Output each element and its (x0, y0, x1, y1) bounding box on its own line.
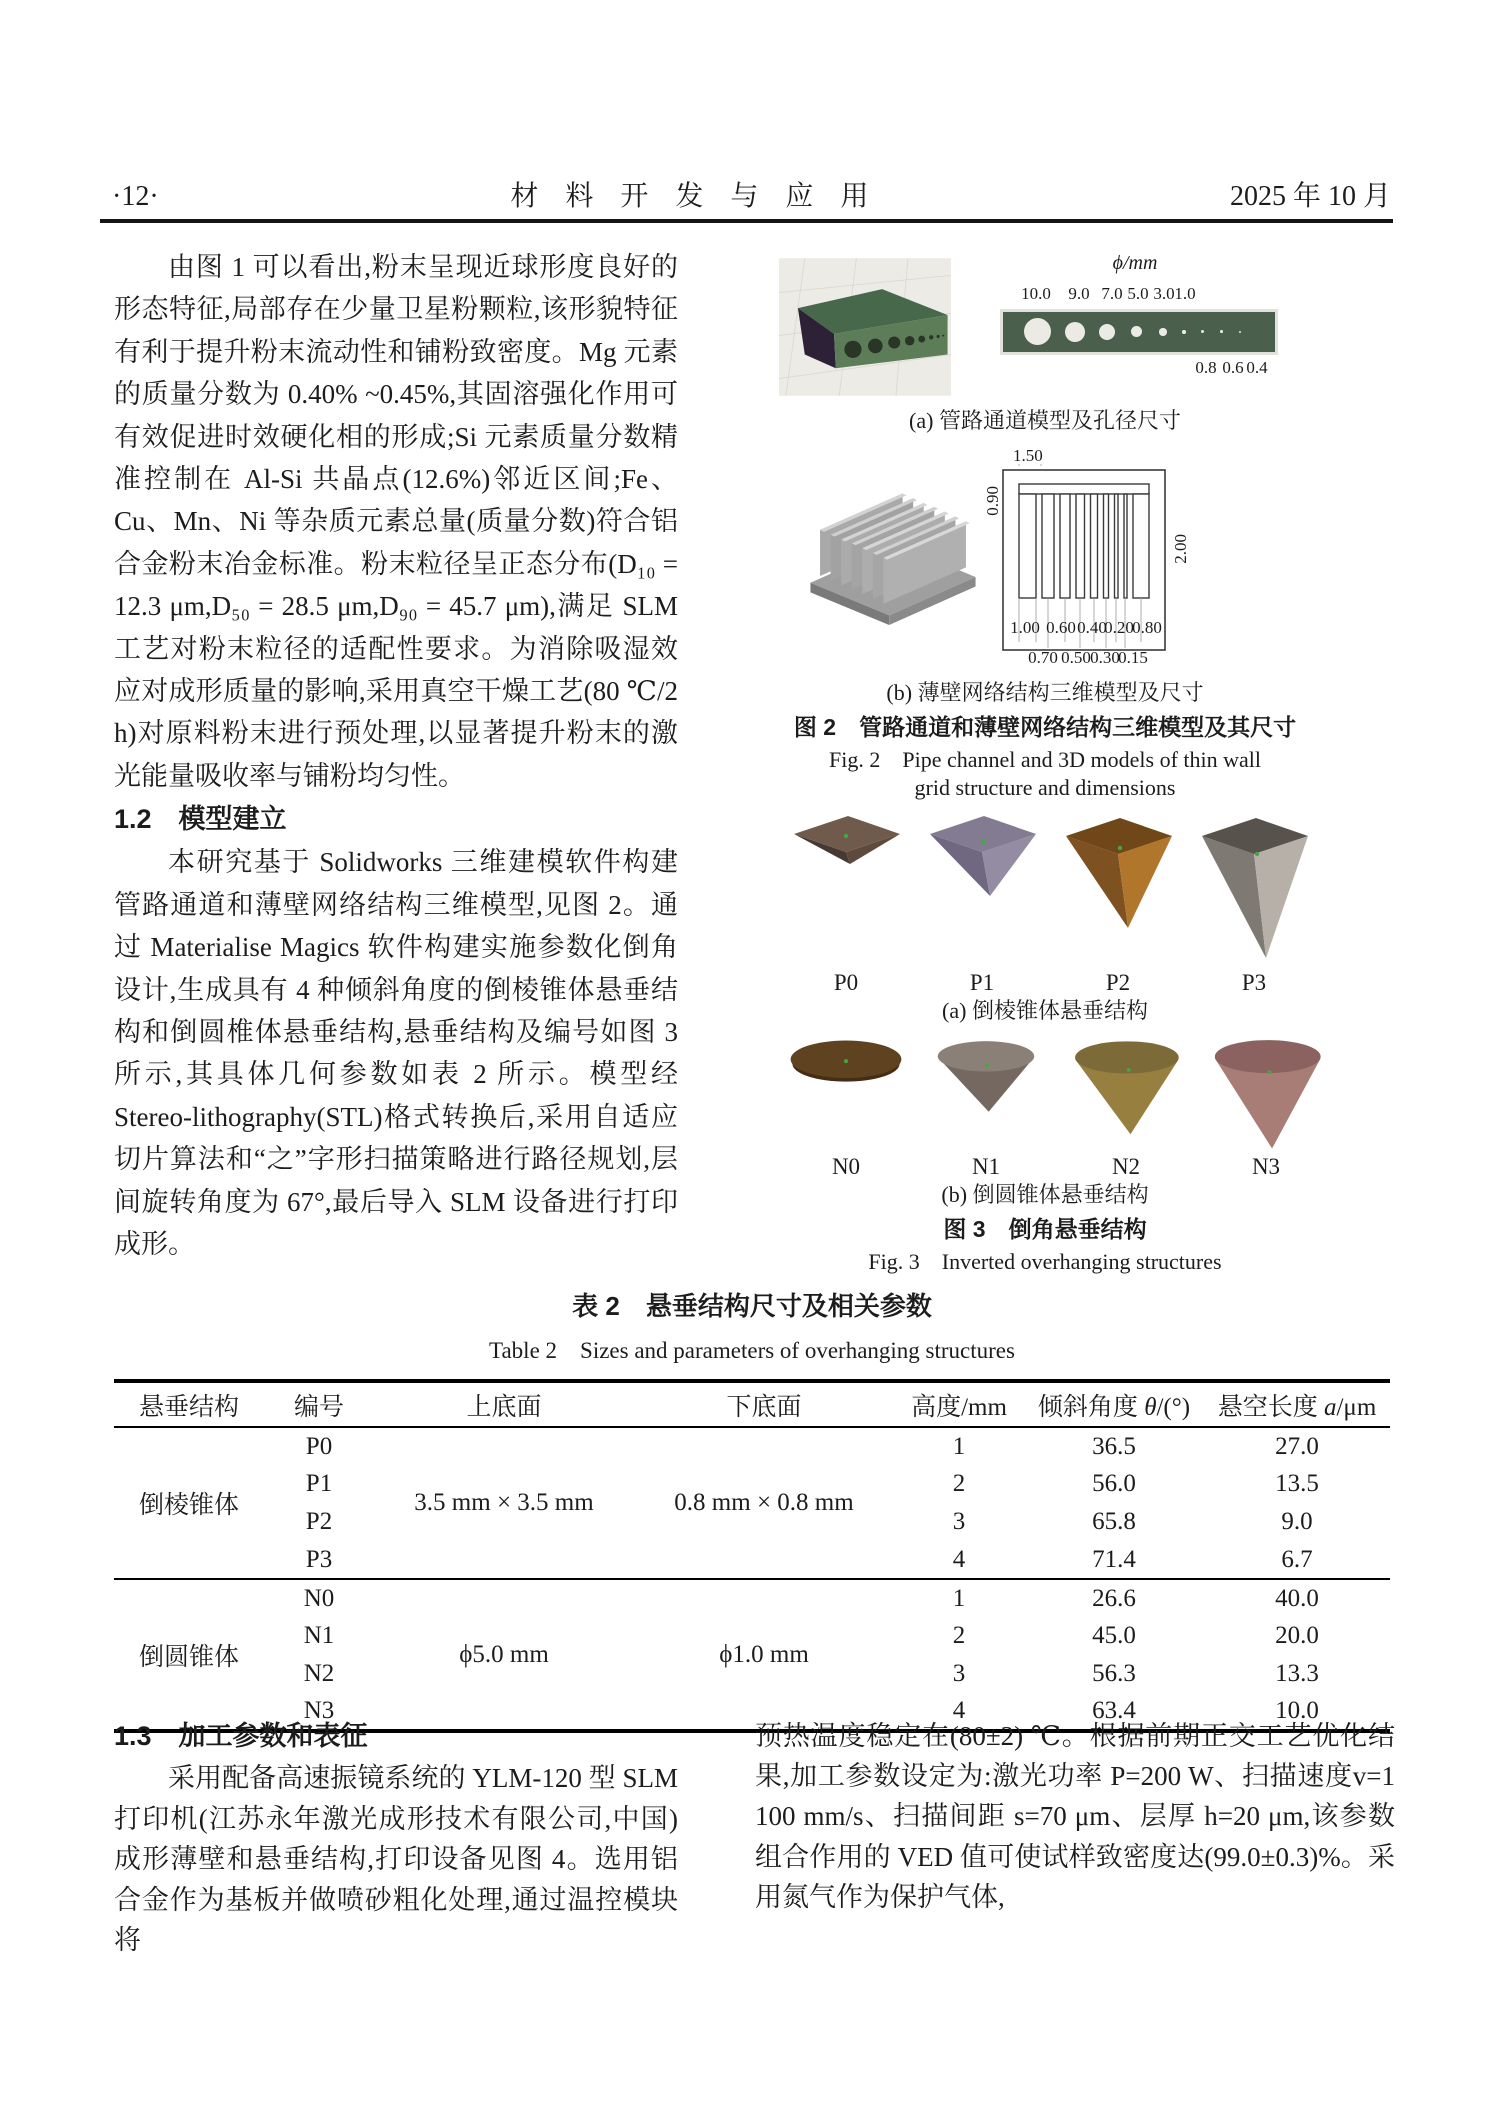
issue-date: 2025 年 10 月 (1229, 181, 1391, 212)
center-marker (985, 1063, 989, 1067)
shape-label: P1 (969, 970, 995, 995)
hole-circle (1131, 326, 1142, 337)
running-head (112, 174, 1391, 214)
dimension-label: 1.50 (1013, 446, 1043, 465)
table2-title-en: Table 2 Sizes and parameters of overhanging structures (489, 1338, 1015, 1363)
center-marker (1118, 846, 1122, 850)
cell-height: 3 (952, 1660, 966, 1687)
body-paragraph: 预热温度稳定在(80±2) ℃。根据前期正交工艺优化结果,加工参数设定为:激光功率 P=200 W、扫描速度v=1 100 mm/s、扫描间距 s=70 μm、层厚 h=20 μm,该参数组合作用的 VED 值可使试样致密度达(99.0±0.3)%。采用氮气作为保护气体, (755, 1721, 1395, 1912)
col-header-structure: 悬垂结构 (138, 1393, 239, 1421)
shape-label: P0 (833, 970, 859, 995)
cell-length: 10.0 (1275, 1697, 1319, 1724)
cell-height: 4 (952, 1697, 966, 1724)
green-hole-plate (1003, 312, 1275, 352)
figure3b-caption: (b) 倒圆锥体悬垂结构 (941, 1182, 1149, 1207)
col-header-bottom-face: 下底面 (726, 1393, 802, 1421)
cone-n3 (1199, 1034, 1333, 1180)
diameter-unit-label: ϕ/mm (1112, 252, 1158, 274)
diameter-label: 0.4 (1246, 358, 1268, 377)
col-header-number: 编号 (293, 1393, 344, 1421)
dimension-label: 0.30 (1090, 648, 1120, 667)
pyramid-shape (1057, 810, 1179, 934)
group-bottom-face: 0.8 mm × 0.8 mm (674, 1489, 854, 1516)
thin-wall-3d-model (797, 452, 989, 652)
cell-length: 13.3 (1275, 1660, 1319, 1687)
col-header-length: 悬空长度 a/μm (1217, 1393, 1377, 1421)
cell-id: P3 (305, 1545, 333, 1573)
cell-height: 3 (952, 1508, 966, 1535)
overhang-parameters-table (114, 1379, 1390, 1733)
group-top-face: 3.5 mm × 3.5 mm (414, 1489, 594, 1516)
section-heading-1-3: 1.3 加工参数和表征 (114, 1721, 368, 1751)
left-text-column (114, 246, 678, 1265)
body-paragraph: 采用配备高速振镜系统的 YLM-120 型 SLM 打印机(江苏永年激光成形技术有限公司,中国)成形薄壁和悬垂结构,打印设备见图 4。选用铝合金作为基板并做喷砂粗化处理,通过温控模块将 (114, 1763, 678, 1955)
diameter-label: 3.0 (1153, 284, 1175, 303)
diameter-label: 0.8 (1195, 358, 1217, 377)
page-number: ·12· (112, 181, 159, 212)
figure2-caption-en-line1: Fig. 2 Pipe channel and 3D models of thin wall (829, 747, 1261, 772)
dimension-label: 2.00 (1171, 534, 1190, 564)
pyramid-shape (1193, 810, 1315, 964)
col-header-height: 高度/mm (911, 1393, 1007, 1421)
diameter-label: 10.0 (1021, 284, 1051, 303)
hole-circle (1182, 330, 1186, 334)
cell-angle: 65.8 (1092, 1508, 1136, 1535)
bottom-left-column (114, 1714, 678, 1961)
center-marker (981, 840, 985, 844)
group-name: 倒圆锥体 (138, 1643, 239, 1671)
cell-length: 6.7 (1281, 1545, 1313, 1573)
figure3b-cones (779, 1034, 1395, 1180)
hole-circle (1220, 330, 1223, 333)
figure3-caption-en: Fig. 3 Inverted overhanging structures (868, 1249, 1222, 1274)
cell-height: 2 (952, 1622, 966, 1649)
dimension-label: 0.15 (1118, 648, 1148, 667)
figure3a-pyramids (785, 810, 1395, 996)
cell-id: P2 (305, 1508, 333, 1535)
figure2-caption-en-line2: grid structure and dimensions (914, 775, 1176, 800)
section-heading-1-2: 1.2 模型建立 (114, 804, 287, 835)
table-group-cone (114, 1579, 1390, 1731)
table-header (114, 1381, 1390, 1427)
figure2b-thin-wall (755, 446, 1395, 676)
cone-shape (1199, 1034, 1333, 1152)
cell-angle: 71.4 (1092, 1545, 1136, 1573)
cell-id: N1 (303, 1622, 335, 1649)
hole-circle (1201, 330, 1204, 333)
bottom-right-column (755, 1716, 1395, 1917)
pyramid-p1 (921, 810, 1043, 996)
center-marker (1268, 1070, 1272, 1074)
cell-angle: 36.5 (1092, 1432, 1136, 1460)
cell-height: 1 (952, 1432, 966, 1460)
cell-angle: 56.0 (1092, 1470, 1136, 1497)
hole-circle (1065, 322, 1085, 342)
hole-circle (1099, 324, 1115, 340)
diameter-label: 7.0 (1101, 284, 1123, 303)
cell-length: 13.5 (1275, 1470, 1319, 1497)
dimension-label: 1.00 (1010, 618, 1040, 637)
group-name: 倒棱锥体 (138, 1492, 239, 1519)
center-marker (844, 1059, 848, 1063)
figure3a-caption: (a) 倒棱锥体悬垂结构 (942, 998, 1148, 1023)
table2-block (114, 1286, 1390, 1733)
cell-height: 1 (952, 1584, 966, 1612)
diameter-label: 0.6 (1222, 358, 1244, 377)
figure2a-caption: (a) 管路通道模型及孔径尺寸 (909, 408, 1181, 433)
group-bottom-face: ϕ1.0 mm (719, 1640, 809, 1668)
pyramid-shape (785, 810, 907, 872)
journal-title: 材 料 开 发 与 应 用 (510, 181, 879, 212)
figure2-caption-zh: 图 2 管路通道和薄壁网络结构三维模型及其尺寸 (793, 714, 1297, 740)
shape-label: N3 (1251, 1154, 1281, 1179)
figure3-caption-zh: 图 3 倒角悬垂结构 (943, 1216, 1147, 1242)
cell-angle: 26.6 (1092, 1584, 1136, 1612)
table2-title-zh: 表 2 悬垂结构尺寸及相关参数 (572, 1291, 932, 1321)
dimension-label: 0.90 (983, 486, 1002, 516)
cell-id: P0 (305, 1432, 333, 1460)
pyramid-shape (921, 810, 1043, 902)
pyramid-p0 (785, 810, 907, 996)
cell-id: N0 (303, 1584, 335, 1612)
pyramid-p3 (1193, 810, 1315, 996)
group-top-face: ϕ5.0 mm (459, 1640, 549, 1668)
body-paragraph: 由图 1 可以看出,粉末呈现近球形度良好的形态特征,局部存在少量卫星粉颗粒,该形貌特征有利于提升粉末流动性和铺粉致密度。Mg 元素的质量分数为 0.40% ~0.45%,其固溶强化作用可有效促进时效硬化相的形成;Si 元素质量分数精准控制在 Al-Si 共晶点(12.6%)邻近区间;Fe、Cu、Mn、Ni 等杂质元素总量(质量分数)符合铝合金粉末冶金标准。粉末粒径呈正态分布(D₁₀ = 12.3 μm,D₅₀ = 28.5 μm,D₉₀ = 45.7 μm),满足 SLM 工艺对粉末粒径的适配性要求。为消除吸湿效应对成形质量的影响,采用真空干燥工艺(80 ℃/2 h)对原料粉末进行预处理,以显著提升粉末的激光能量吸收率与铺粉均匀性。 (114, 252, 678, 791)
right-figure-column (755, 246, 1395, 1276)
hole-circle (1239, 331, 1241, 333)
pyramid-p2 (1057, 810, 1179, 996)
center-marker (1255, 852, 1259, 856)
cell-height: 4 (952, 1545, 966, 1573)
cone-shape (779, 1034, 913, 1090)
table-group-pyramid (114, 1427, 1390, 1579)
cell-length: 40.0 (1275, 1584, 1319, 1612)
wall-strips (1019, 494, 1149, 598)
diameter-label: 9.0 (1068, 284, 1090, 303)
hole-circle (1024, 318, 1051, 345)
pipe-channel-3d-model (779, 258, 951, 396)
cone-shape (919, 1034, 1053, 1118)
table-row (114, 1579, 1390, 1617)
cone-n0 (779, 1034, 913, 1180)
cell-height: 2 (952, 1470, 966, 1497)
shape-label: P3 (1241, 970, 1267, 995)
cone-n2 (1059, 1034, 1193, 1180)
dimension-label: 0.40 (1077, 618, 1107, 637)
cell-length: 9.0 (1281, 1508, 1313, 1535)
header-rule (100, 219, 1393, 223)
hole-circle (1159, 328, 1167, 336)
cell-id: P1 (305, 1470, 333, 1497)
shape-label: N0 (831, 1154, 861, 1179)
dimension-label: 0.20 (1104, 618, 1134, 637)
dimension-label: 0.80 (1132, 618, 1162, 637)
cell-length: 20.0 (1275, 1622, 1319, 1649)
thin-wall-dimension-drawing (983, 446, 1205, 676)
cell-angle: 45.0 (1092, 1622, 1136, 1649)
figure2a-pipe-channel (755, 250, 1395, 396)
col-header-angle: 倾斜角度 θ/(°) (1037, 1393, 1191, 1421)
cell-angle: 63.4 (1092, 1697, 1136, 1724)
table-row (114, 1427, 1390, 1465)
center-marker (844, 834, 848, 838)
cell-angle: 56.3 (1092, 1660, 1136, 1687)
hole-size-plate (1003, 250, 1275, 396)
col-header-top-face: 上底面 (466, 1393, 542, 1421)
figure2b-caption: (b) 薄壁网络结构三维模型及尺寸 (886, 680, 1204, 705)
cell-length: 27.0 (1275, 1432, 1319, 1460)
center-marker (1127, 1068, 1131, 1072)
cone-shape (1059, 1034, 1193, 1138)
shape-label: P2 (1105, 970, 1131, 995)
diameter-label: 5.0 (1127, 284, 1149, 303)
diameter-label: 1.0 (1174, 284, 1196, 303)
dimension-label: 0.60 (1046, 618, 1076, 637)
dimension-label: 0.50 (1061, 648, 1091, 667)
cell-id: N3 (303, 1697, 335, 1724)
dimension-label: 0.70 (1028, 648, 1058, 667)
shape-label: N2 (1111, 1154, 1141, 1179)
cell-id: N2 (303, 1660, 335, 1687)
body-paragraph: 本研究基于 Solidworks 三维建模软件构建管路通道和薄壁网络结构三维模型,见图 2。通过 Materialise Magics 软件构建实施参数化倒角设计,生成具有 4 种倾斜角度的倒棱锥体悬垂结构和倒圆椎体悬垂结构,悬垂结构及编号如图 3 所示,其具体几何参数如表 2 所示。模型经 Stereo-lithography(STL)格式转换后,采用自适应切片算法和“之”字形扫描策略进行路径规划,层间旋转角度为 67°,最后导入 SLM 设备进行打印成形。 (114, 847, 678, 1259)
shape-label: N1 (971, 1154, 1001, 1179)
cone-n1 (919, 1034, 1053, 1180)
